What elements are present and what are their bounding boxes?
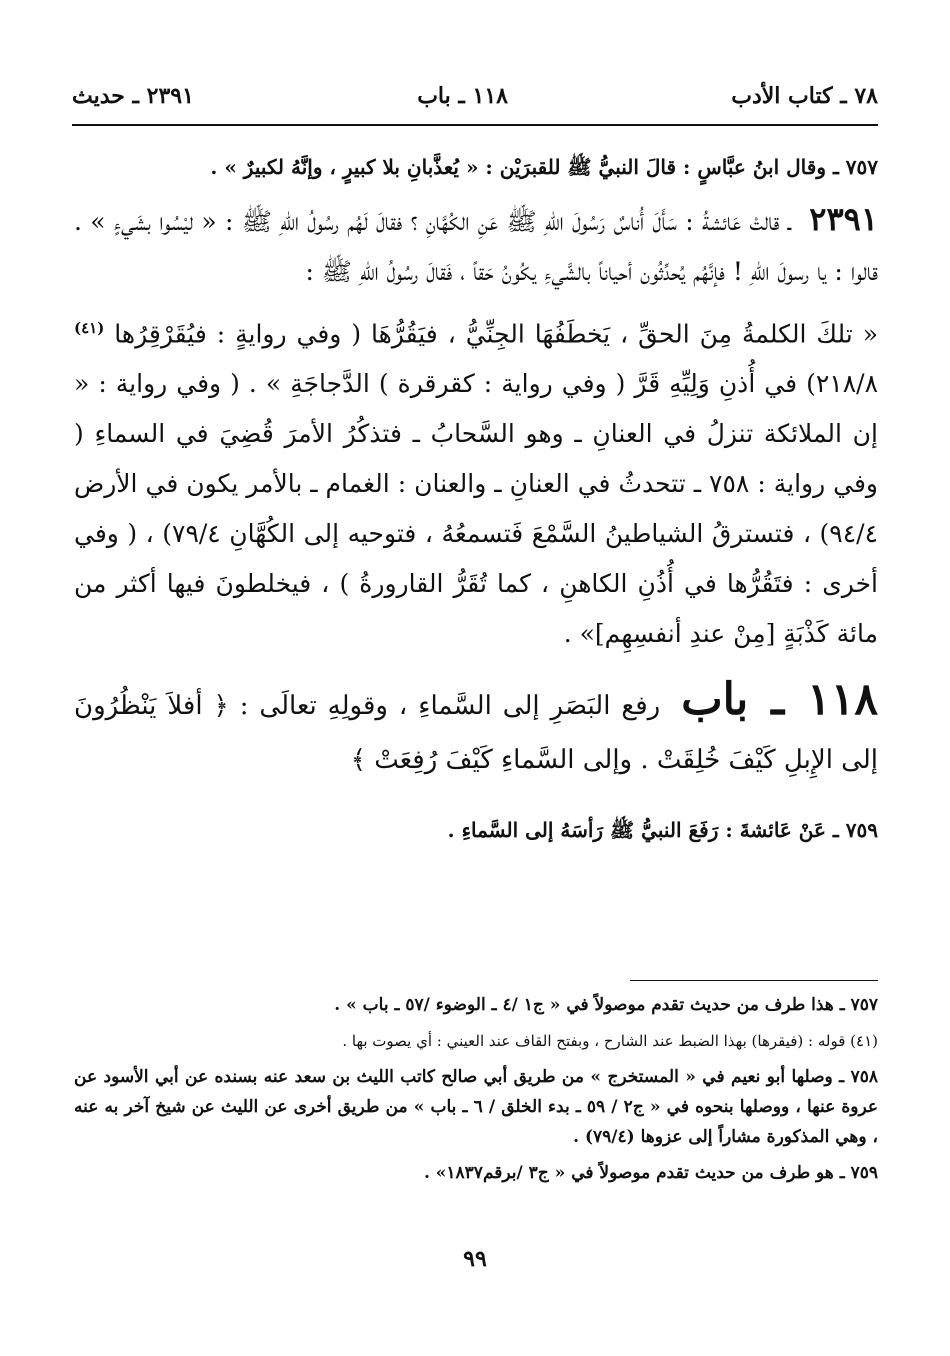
chapter-heading bbox=[74, 673, 878, 787]
page-number: ٩٩ bbox=[463, 1246, 487, 1272]
narration-757: ٧٥٧ ـ وقال ابنُ عبَّاسٍ : قالَ النبيُّ ﷺ للقبرَيْن : « يُعذَّبانِ بلا كبيرٍ ، وإنَّهُ لكبيرٌ » . bbox=[210, 155, 878, 179]
chapter-dash: ـ bbox=[771, 674, 785, 726]
header-divider bbox=[72, 124, 878, 126]
hadith-2391-text bbox=[74, 303, 878, 659]
footnote-41: (٤١) قوله : (فيقرها) بهذا الضبط عند الشارح ، وبفتح القاف عند العيني : أي يصوت بها . bbox=[342, 1032, 878, 1050]
hadith-text-part-2: ٢١٨/٨) في أُذنِ وَلِيِّهِ قَرَّ ( وفي رواية : كقرقرة ) الدَّجاجَةِ » . ( وفي رواية : « إن الملائكة تنزلُ في العنانِ ـ وهو السَّحابُ ـ فتذكُرُ الأمرَ قُضِيَ في السماءِ ( وفي رواية : ٧٥٨ ـ تتحدثُ في العنانِ ـ والعنان : الغمام ـ بالأمر يكون في الأرض ٩٤/٤) ، فتسترقُ الشياطينُ السَّمْعَ فَتسمعُهُ ، فتوحيه إلى الكُهَّانِ ٧٩/٤) ، ( وفي أخرى : فتَقُرُّها في أُذُنِ الكاهنِ ، كما تُقَرُّ القارورةُ ) ، فيخلطونَ فيها أكثر من مائة كَذْبَةٍ [مِنْ عندِ أنفسِهِم]» . bbox=[74, 369, 879, 649]
main-text bbox=[74, 150, 878, 847]
footnote-reference: (٤١) bbox=[74, 319, 105, 337]
footnote-divider bbox=[630, 980, 878, 981]
hadith-number: ٢٣٩١ bbox=[809, 200, 878, 238]
footnotes bbox=[74, 990, 878, 1194]
chapter-bab-word: باب bbox=[681, 674, 749, 726]
chapter-number: ١١٨ bbox=[807, 674, 879, 726]
footnote-759: ٧٥٩ ـ هو طرف من حديث تقدم موصولاً في « ج٣ /برقم١٨٣٧» . bbox=[423, 1163, 878, 1183]
footnote-758: ٧٥٨ ـ وصلها أبو نعيم في « المستخرج » من طريق أبي صالح كاتب الليث بن سعد عنه بسنده عن أبي الأسود عن عروة عنها ، ووصلها بنحوه في « ج٢ / ٥٩ ـ بدء الخلق / ٦ ـ باب » من طريق أخرى عن الليث عن شيخ آخر به عنه ، وهي المذكورة مشاراً إلى عزوها (٧٩/٤) . bbox=[74, 1067, 878, 1147]
hadith-2391-intro bbox=[74, 194, 878, 297]
footnote-757: ٧٥٧ ـ هذا طرف من حديث تقدم موصولاً في « ج١ /٤ ـ الوضوء /٥٧ ـ باب » . bbox=[334, 995, 878, 1015]
chapter-title: رفع البَصَرِ إلى السَّماءِ ، وقولِهِ تعالَى : ﴿ أفلاَ يَنْظُرُونَ إلى الإِبلِ كَيْفَ خُلِقَتْ . وإلى السَّماءِ كَيْفَ رُفِعَتْ ﴾ bbox=[74, 691, 878, 776]
page-header bbox=[72, 76, 878, 116]
hadith-intro-text: ـ قالتْ عَائشةُ : سَأَلَ أُناسٌ رَسُولَ اللهِ ﷺ عَنِ الكُهَّانِ ؟ فقالَ لَهُم رسُولُ اللهِ ﷺ : « ليْسُوا بشَيءٍ » . قالوا : يا رسولَ اللهِ ! فإنَّهُم يُحدِّثُون أحياناً بالشَّيءِ يكُونُ حَقاً ، فَقالَ رسُولُ اللهِ ﷺ : bbox=[74, 207, 878, 286]
hadith-text-part-1: « تلكَ الكلمةُ مِنَ الحقِّ ، يَخطَفُهَا الجِنِّيُّ ، فيَقُرُّهَا ( وفي روايةٍ : فيُقَرْقِرُها bbox=[114, 319, 878, 349]
header-book-title: ٧٨ ـ كتاب الأدب bbox=[731, 83, 878, 109]
narration-759: ٧٥٩ ـ عَنْ عَائشةَ : رَفَعَ النبيُّ ﷺ رَأسَهُ إلى السَّماءِ . bbox=[447, 818, 878, 843]
header-hadith-number: ٢٣٩١ ـ حديث bbox=[72, 83, 194, 109]
header-chapter: ١١٨ ـ باب bbox=[417, 83, 508, 109]
